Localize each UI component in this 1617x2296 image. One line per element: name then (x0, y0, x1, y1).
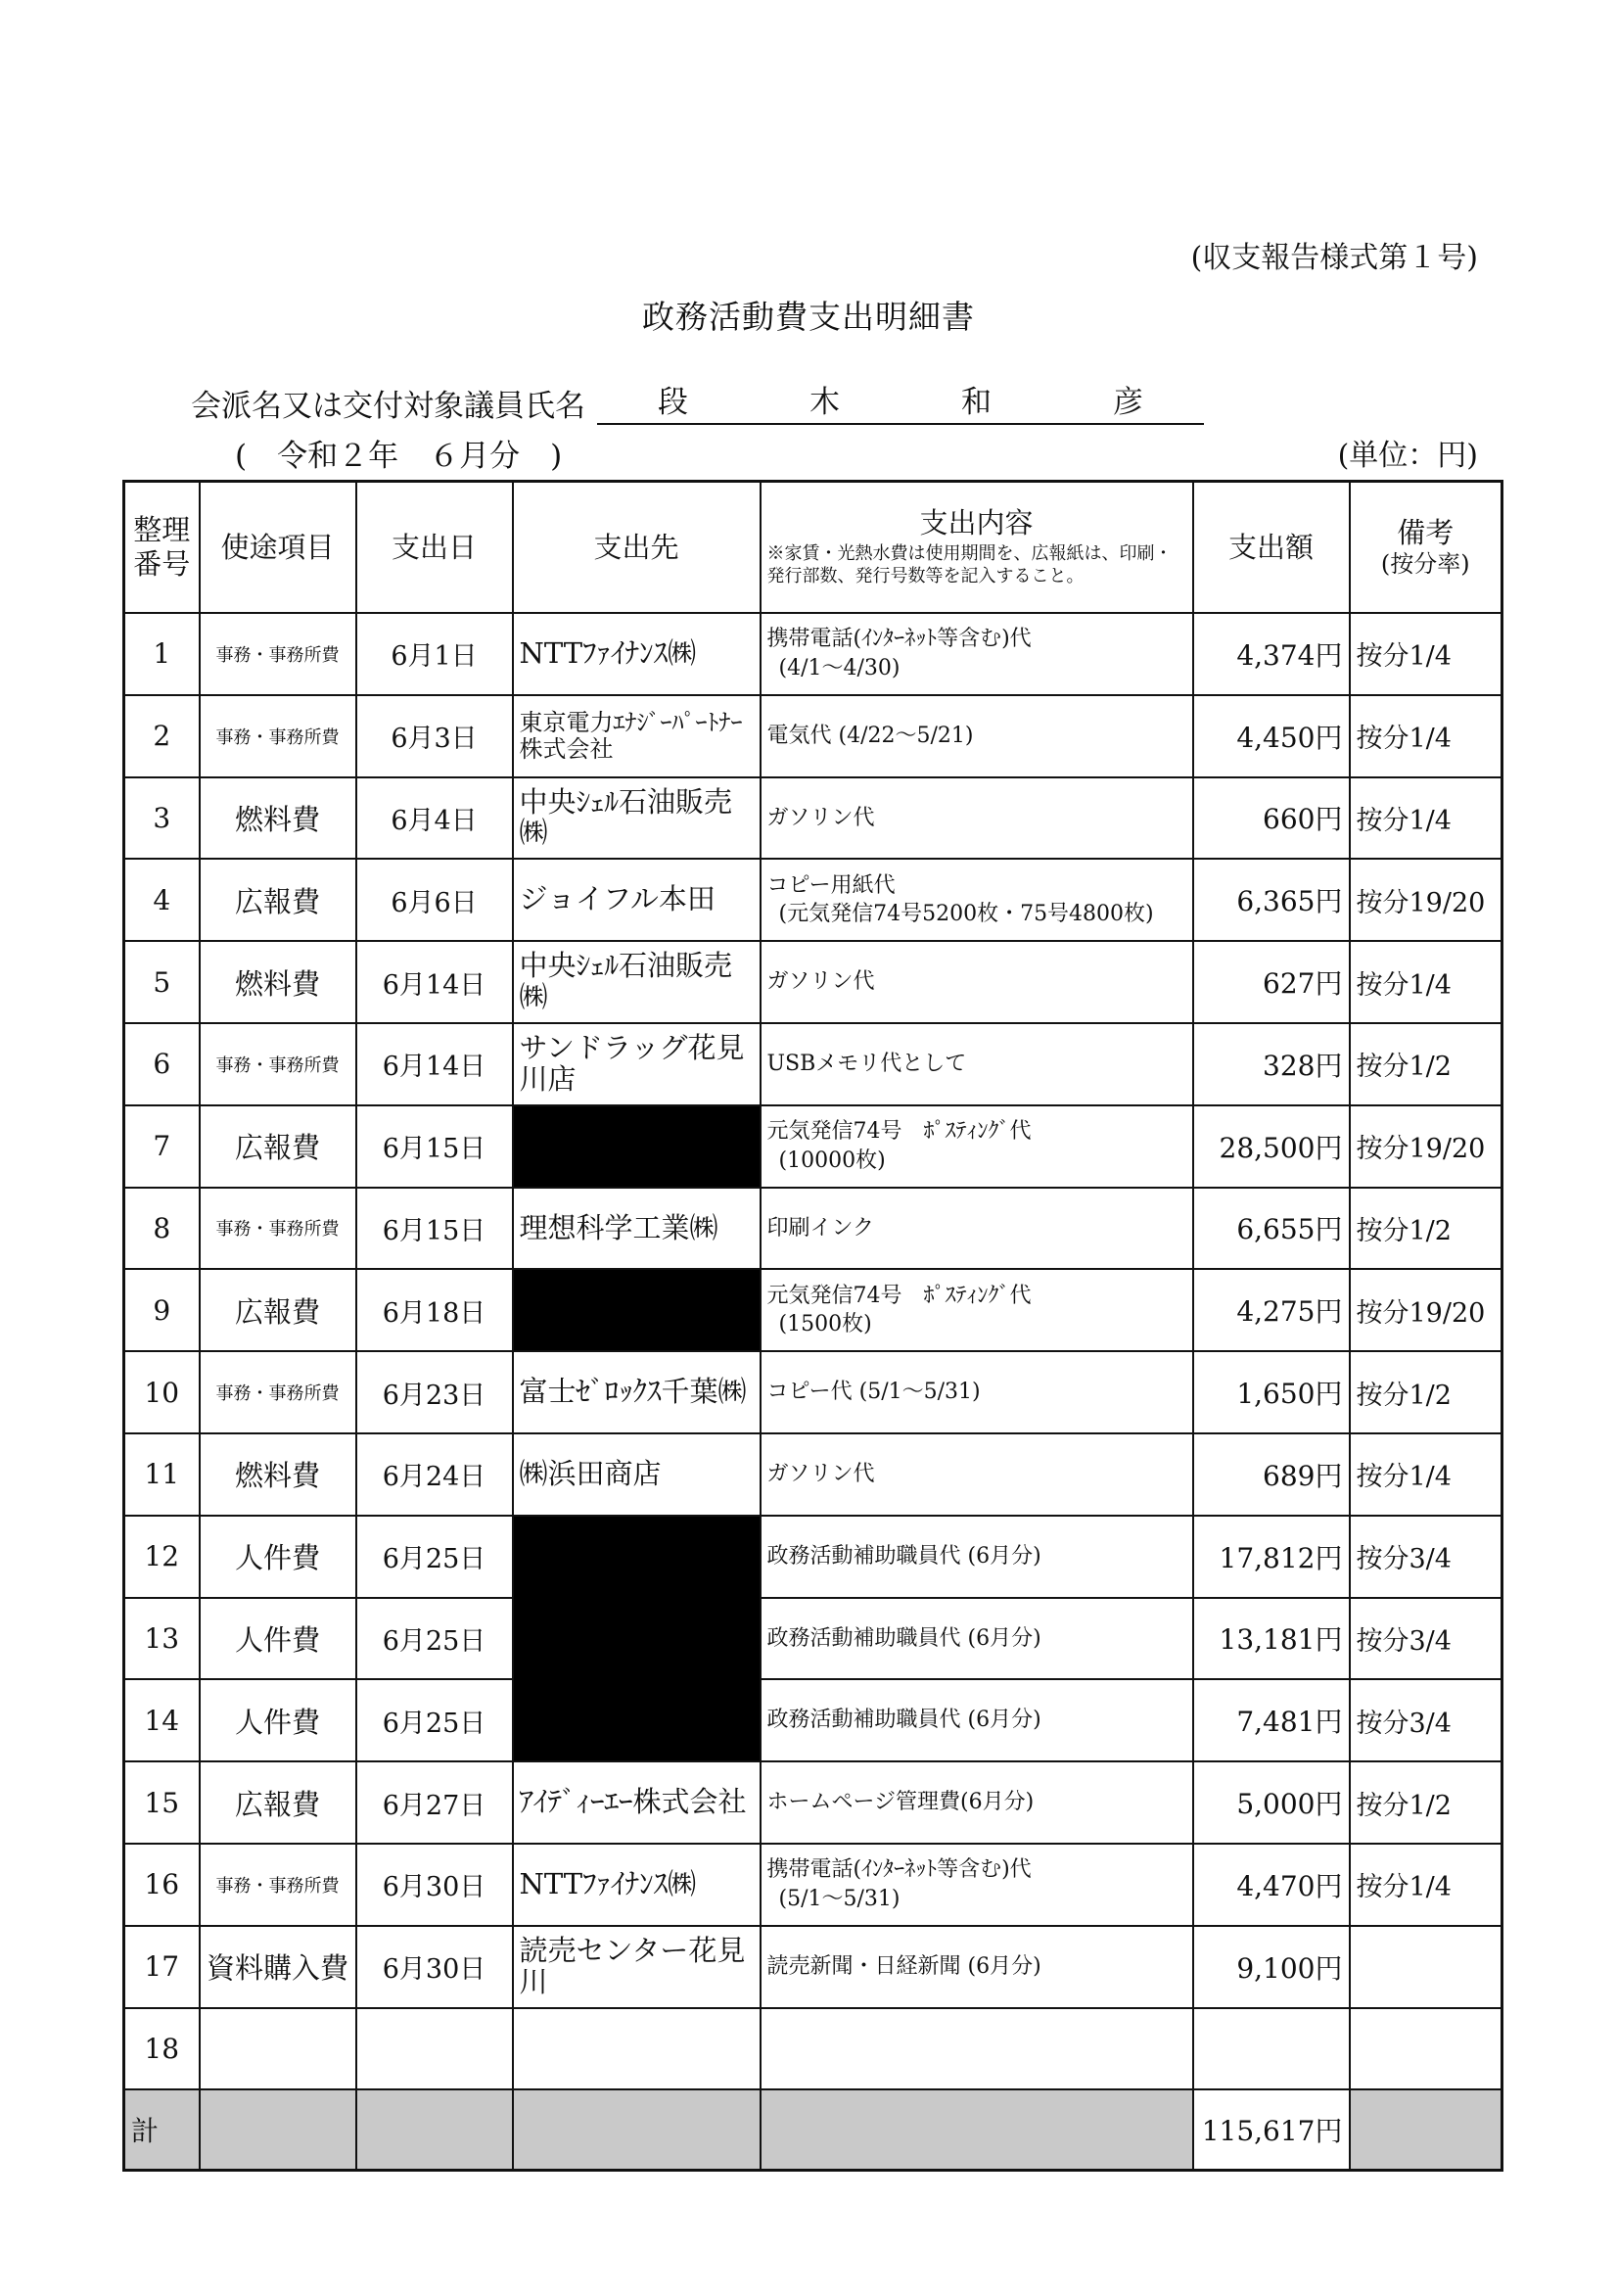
row-date: 6月25日 (356, 1516, 513, 1598)
row-payee: NTTﾌｧｲﾅﾝｽ㈱ (513, 613, 761, 695)
col-header-payee: 支出先 (513, 482, 761, 614)
row-description (761, 1269, 1193, 1351)
row-description (761, 695, 1193, 777)
member-name (597, 377, 1204, 425)
row-number: 16 (124, 1844, 200, 1926)
table-row (124, 613, 1502, 695)
row-number: 5 (124, 941, 200, 1023)
table-row (124, 941, 1502, 1023)
description-line: (5/1～5/31) (778, 1886, 901, 1911)
row-category (200, 2008, 356, 2090)
row-category: 燃料費 (200, 777, 356, 860)
row-date: 6月18日 (356, 1269, 513, 1351)
table-row (124, 1926, 1502, 2008)
row-number: 11 (124, 1433, 200, 1516)
row-number: 9 (124, 1269, 200, 1351)
row-date: 6月14日 (356, 1023, 513, 1105)
row-category: 事務・事務所費 (200, 1188, 356, 1270)
total-filler (761, 2089, 1193, 2171)
row-remarks: 按分1/4 (1350, 941, 1502, 1023)
table-row (124, 695, 1502, 777)
description-line: ホームページ管理費(6月分) (766, 1790, 1035, 1815)
row-payee: 中央ｼｪﾙ石油販売㈱ (513, 777, 761, 860)
row-number: 10 (124, 1351, 200, 1433)
col-header-date: 支出日 (356, 482, 513, 614)
description-line: (1500枚) (778, 1312, 872, 1337)
row-payee: サンドラッグ花見川店 (513, 1023, 761, 1105)
row-description (761, 1433, 1193, 1516)
row-number: 12 (124, 1516, 200, 1598)
row-date: 6月15日 (356, 1105, 513, 1188)
row-date: 6月25日 (356, 1598, 513, 1680)
table-row (124, 1844, 1502, 1926)
table-row (124, 1516, 1502, 1598)
row-payee: ジョイフル本田 (513, 859, 761, 941)
row-category: 広報費 (200, 859, 356, 941)
row-category: 事務・事務所費 (200, 1351, 356, 1433)
row-payee: ㈱浜田商店 (513, 1433, 761, 1516)
table-row (124, 1105, 1502, 1188)
description-line: ガソリン代 (766, 805, 875, 830)
table-row (124, 777, 1502, 860)
description-line: 政務活動補助職員代 (6月分) (766, 1543, 1041, 1569)
row-remarks: 按分1/4 (1350, 1433, 1502, 1516)
row-category: 事務・事務所費 (200, 695, 356, 777)
total-filler (513, 2089, 761, 2171)
table-row (124, 1188, 1502, 1270)
row-amount: 627円 (1193, 941, 1350, 1023)
description-line: 元気発信74号 ﾎﾟｽﾃｨﾝｸﾞ代 (766, 1118, 1032, 1144)
col-header-remarks-sub: (按分率) (1380, 550, 1470, 578)
total-filler (1350, 2089, 1502, 2171)
table-row (124, 859, 1502, 941)
row-description (761, 1105, 1193, 1188)
row-number: 3 (124, 777, 200, 860)
row-description (761, 777, 1193, 860)
row-date (356, 2008, 513, 2090)
row-remarks: 按分3/4 (1350, 1598, 1502, 1680)
row-description (761, 859, 1193, 941)
row-number: 4 (124, 859, 200, 941)
row-description (761, 613, 1193, 695)
row-category: 事務・事務所費 (200, 1844, 356, 1926)
row-description (761, 1844, 1193, 1926)
row-description (761, 1516, 1193, 1598)
col-header-remarks (1350, 482, 1502, 614)
row-remarks: 按分1/2 (1350, 1351, 1502, 1433)
row-date: 6月15日 (356, 1188, 513, 1270)
description-line: ガソリン代 (766, 1462, 875, 1487)
row-payee (513, 2008, 761, 2090)
row-category: 燃料費 (200, 1433, 356, 1516)
row-amount: 6,365円 (1193, 859, 1350, 941)
description-line: (4/1～4/30) (778, 655, 901, 680)
row-amount: 28,500円 (1193, 1105, 1350, 1188)
col-header-description-note: ※家賃・光熱水費は使用期間を、広報紙は、印刷・発行部数、発行号数等を記入すること。 (766, 543, 1173, 587)
row-remarks: 按分1/2 (1350, 1761, 1502, 1844)
row-description (761, 1761, 1193, 1844)
row-remarks: 按分1/4 (1350, 695, 1502, 777)
row-remarks: 按分1/2 (1350, 1023, 1502, 1105)
row-date: 6月23日 (356, 1351, 513, 1433)
col-header-amount: 支出額 (1193, 482, 1350, 614)
description-line: ガソリン代 (766, 969, 875, 995)
row-amount: 689円 (1193, 1433, 1350, 1516)
row-payee: 東京電力ｴﾅｼﾞｰﾊﾟｰﾄﾅｰ株式会社 (513, 695, 761, 777)
table-row (124, 1679, 1502, 1761)
row-amount: 4,275円 (1193, 1269, 1350, 1351)
redaction-block (513, 1105, 761, 1188)
total-filler (200, 2089, 356, 2171)
row-number: 8 (124, 1188, 200, 1270)
description-line: 印刷インク (766, 1215, 875, 1241)
col-header-no-line2: 番号 (133, 547, 191, 581)
member-name-char: 和 (961, 385, 992, 420)
report-period: ( 令和２年 ６月分 ) (235, 439, 563, 474)
row-date: 6月27日 (356, 1761, 513, 1844)
row-number: 1 (124, 613, 200, 695)
document-title: 政務活動費支出明細書 (642, 298, 975, 336)
row-date: 6月30日 (356, 1926, 513, 2008)
row-description (761, 1926, 1193, 2008)
description-line: (元気発信74号5200枚・75号4800枚) (778, 902, 1154, 927)
description-line: USBメモリ代として (766, 1052, 967, 1077)
row-category: 人件費 (200, 1516, 356, 1598)
row-number: 13 (124, 1598, 200, 1680)
row-remarks: 按分3/4 (1350, 1679, 1502, 1761)
row-category: 資料購入費 (200, 1926, 356, 2008)
description-line: 読売新聞・日経新聞 (6月分) (766, 1953, 1041, 1979)
col-header-description (761, 482, 1193, 614)
row-payee: 理想科学工業㈱ (513, 1188, 761, 1270)
row-remarks: 按分1/4 (1350, 777, 1502, 860)
row-remarks: 按分1/2 (1350, 1188, 1502, 1270)
row-remarks: 按分19/20 (1350, 1105, 1502, 1188)
description-line: 元気発信74号 ﾎﾟｽﾃｨﾝｸﾞ代 (766, 1283, 1032, 1308)
row-number: 17 (124, 1926, 200, 2008)
row-date: 6月30日 (356, 1844, 513, 1926)
row-payee: ｱｲﾃﾞｨｰｴｰ株式会社 (513, 1761, 761, 1844)
row-amount: 5,000円 (1193, 1761, 1350, 1844)
row-description (761, 1679, 1193, 1761)
form-number: (収支報告様式第１号) (1190, 241, 1478, 275)
total-row (124, 2089, 1502, 2171)
row-remarks: 按分1/4 (1350, 613, 1502, 695)
member-name-char: 段 (658, 385, 688, 420)
table-row (124, 1598, 1502, 1680)
description-line: 政務活動補助職員代 (6月分) (766, 1625, 1041, 1651)
header-row (124, 482, 1502, 614)
description-line: (10000枚) (778, 1148, 886, 1173)
total-label: 計 (124, 2089, 200, 2171)
table-row (124, 1269, 1502, 1351)
row-description (761, 941, 1193, 1023)
description-line: 携帯電話(ｲﾝﾀｰﾈｯﾄ等含む)代 (766, 1857, 1032, 1883)
row-date: 6月1日 (356, 613, 513, 695)
row-amount: 4,374円 (1193, 613, 1350, 695)
col-header-no (124, 482, 200, 614)
row-category: 燃料費 (200, 941, 356, 1023)
table-row (124, 2008, 1502, 2090)
row-category: 広報費 (200, 1761, 356, 1844)
redaction-block (513, 1269, 761, 1351)
row-amount: 13,181円 (1193, 1598, 1350, 1680)
row-date: 6月14日 (356, 941, 513, 1023)
row-number: 7 (124, 1105, 200, 1188)
row-description (761, 1598, 1193, 1680)
row-date: 6月25日 (356, 1679, 513, 1761)
row-category: 人件費 (200, 1598, 356, 1680)
description-line: 携帯電話(ｲﾝﾀｰﾈｯﾄ等含む)代 (766, 627, 1032, 652)
row-date: 6月4日 (356, 777, 513, 860)
row-amount: 6,655円 (1193, 1188, 1350, 1270)
row-category: 事務・事務所費 (200, 1023, 356, 1105)
member-name-char: 彦 (1113, 385, 1143, 420)
col-header-remarks-label: 備考 (1397, 516, 1455, 550)
row-remarks (1350, 1926, 1502, 2008)
row-payee: 中央ｼｪﾙ石油販売㈱ (513, 941, 761, 1023)
description-line: 政務活動補助職員代 (6月分) (766, 1708, 1041, 1733)
col-header-description-label: 支出内容 (919, 506, 1034, 540)
description-line: コピー代 (5/1～5/31) (766, 1380, 981, 1405)
row-payee: NTTﾌｧｲﾅﾝｽ㈱ (513, 1844, 761, 1926)
row-number: 6 (124, 1023, 200, 1105)
row-remarks: 按分3/4 (1350, 1516, 1502, 1598)
row-remarks (1350, 2008, 1502, 2090)
row-description (761, 1188, 1193, 1270)
row-payee: 読売センター花見川 (513, 1926, 761, 2008)
row-description (761, 1351, 1193, 1433)
redaction-block (513, 1516, 761, 1761)
member-name-char: 木 (809, 385, 840, 420)
row-remarks: 按分19/20 (1350, 859, 1502, 941)
row-amount: 9,100円 (1193, 1926, 1350, 2008)
row-date: 6月24日 (356, 1433, 513, 1516)
table-row (124, 1761, 1502, 1844)
row-payee: 富士ｾﾞﾛｯｸｽ千葉㈱ (513, 1351, 761, 1433)
row-amount: 17,812円 (1193, 1516, 1350, 1598)
row-amount (1193, 2008, 1350, 2090)
row-amount: 4,450円 (1193, 695, 1350, 777)
description-line: コピー用紙代 (766, 872, 896, 898)
row-category: 事務・事務所費 (200, 613, 356, 695)
row-number: 14 (124, 1679, 200, 1761)
row-amount: 1,650円 (1193, 1351, 1350, 1433)
row-date: 6月6日 (356, 859, 513, 941)
col-header-no-line1: 整理 (133, 513, 191, 547)
member-label: 会派名又は交付対象議員氏名 (191, 389, 585, 424)
row-amount: 4,470円 (1193, 1844, 1350, 1926)
table-row (124, 1433, 1502, 1516)
row-category: 人件費 (200, 1679, 356, 1761)
row-number: 18 (124, 2008, 200, 2090)
row-category: 広報費 (200, 1105, 356, 1188)
row-description (761, 1023, 1193, 1105)
row-amount: 328円 (1193, 1023, 1350, 1105)
total-amount: 115,617円 (1193, 2089, 1350, 2171)
row-remarks: 按分1/4 (1350, 1844, 1502, 1926)
row-date: 6月3日 (356, 695, 513, 777)
table-row (124, 1023, 1502, 1105)
row-number: 2 (124, 695, 200, 777)
row-number: 15 (124, 1761, 200, 1844)
row-amount: 660円 (1193, 777, 1350, 860)
expense-table (122, 480, 1503, 2172)
row-description (761, 2008, 1193, 2090)
currency-unit: (単位：円) (1337, 439, 1478, 473)
row-remarks: 按分19/20 (1350, 1269, 1502, 1351)
member-row (191, 377, 1204, 425)
total-filler (356, 2089, 513, 2171)
row-category: 広報費 (200, 1269, 356, 1351)
description-line: 電気代 (4/22～5/21) (766, 723, 974, 748)
table-row (124, 1351, 1502, 1433)
col-header-category: 使途項目 (200, 482, 356, 614)
row-amount: 7,481円 (1193, 1679, 1350, 1761)
